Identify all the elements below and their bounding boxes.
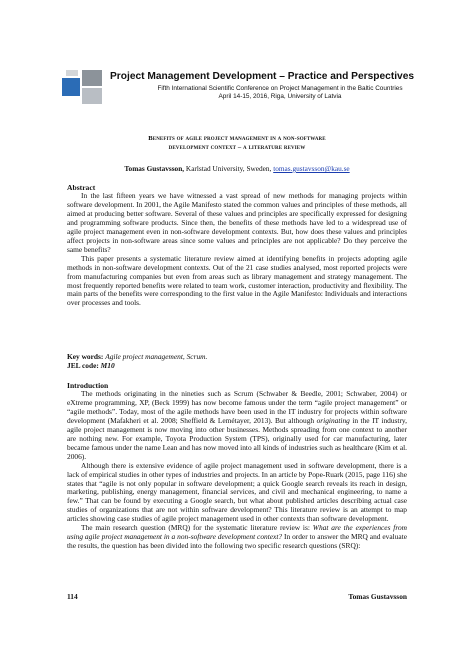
keywords-line	[67, 352, 207, 361]
intro-paragraph: Although there is extensive evidence of agile project management used in software development, there is a lack of empirical studies in other types of industries and projects. In an article by Pope-Ruark (2015, page 116) she states that “agile is not only popular in software development; a quick Google search reveals its reach in design, marketing, publishing, energy management, financial services, and civil and mechanical engineering, to name a few.” That can be found by executing a Google search, but what about published articles describing actual case studies of organizations that are not within software development? This literature review is an attempt to map articles showing case studies of agile project management used in other contexts than software development.	[67, 460, 407, 524]
author-email-link[interactable]: tomas.gustavsson@kau.se	[273, 164, 350, 173]
intro-text: The methods originating in the nineties such as Scrum (Schwaber & Beedle, 2001; Schwaber, 2004) or eXtreme programming, XP, (Beck 1999) has now become famous under the term “agile project management” or “agile methods”. Today, most of the agile methods have been used in the IT industry for projects within software development (Mafakheri et al. 2008; Sheffield & Lemétayer, 2013). But although	[67, 389, 407, 425]
intro-paragraph	[67, 524, 407, 551]
intro-text: in the IT industry, agile project management is now moving into other businesses. Methods spreading from one context to another are nothing new. For example, Toyota Production System (TPS), originally used for car manufacturing, later became famous under the name Lean and has now moved into all kinds of industries such as healthcare (Kim et al. 2006).	[67, 415, 407, 461]
journal-title: Project Management Development – Practice and Perspectives	[110, 71, 415, 82]
intro-text: The main research question (MRQ) for the systematic literature review is:	[81, 523, 313, 533]
footer-author: Tomas Gustavsson	[348, 592, 407, 601]
conference-name: Fifth International Scientific Conference on Project Management in the Baltic Countries	[157, 85, 403, 92]
abstract-section	[67, 183, 407, 308]
intro-emphasis: originating	[316, 415, 350, 425]
author-affiliation: Karlstad University, Sweden,	[184, 164, 274, 173]
logo-square-gray-1	[82, 70, 102, 86]
abstract-heading: Abstract	[67, 183, 96, 192]
keywords-block	[67, 352, 207, 370]
author-line	[40, 164, 434, 173]
paper-title-line-1: Benefits of agile project management in a non-software	[148, 135, 326, 142]
jel-label: JEL code:	[67, 361, 101, 370]
keywords-value: Agile project management, Scrum.	[105, 352, 208, 361]
logo-square-blue	[62, 78, 80, 96]
jel-value: M10	[100, 361, 115, 370]
abstract-paragraph: This paper presents a systematic literature review aimed at identifying benefits in projects adopting agile methods in non-software development contexts. Out of the 21 case studies analysed, most reported projects were from manufacturing companies but even from areas such as library management and strategy management. The most frequently reported benefits were related to team work, customer interaction, productivity and flexibility. The main parts of the benefits were corresponding to the first value in the Agile Manifesto: Individuals and interactions over processes and tools.	[67, 253, 407, 308]
paper-title-line-2: development context – a literature review	[168, 144, 306, 151]
intro-text: In order to answer the MRQ and evaluate the results, the question has been divided into the following two specific research questions (SRQ):	[67, 532, 407, 551]
introduction-heading: Introduction	[67, 381, 109, 390]
introduction-section	[67, 381, 407, 551]
conference-logo	[62, 70, 102, 104]
logo-square-gray-3	[66, 70, 78, 76]
conference-header	[110, 70, 450, 102]
research-question: What are the experiences from using agile project management in a non-software development context?	[67, 523, 407, 542]
paper-title	[80, 134, 394, 152]
abstract-paragraph: In the last fifteen years we have witnessed a vast spread of new methods for managing projects within software development. In 2001, the Agile Manifesto stated the common values and principles of these methods, all aimed at producing better software. Several of these values and principles are specifically expressed for designing and programming software products. Since then, the benefits of these methods have led to a widespread use of agile project management even in non-software development contexts. But, how does these values and principles affect projects in non-software areas since some values and principles are not applicable? Do they perceive the same benefits?	[67, 191, 407, 254]
jel-line	[67, 361, 207, 370]
conference-date-place: April 14-15, 2016, Riga, University of Latvia	[218, 93, 342, 101]
page-number: 114	[67, 592, 78, 601]
logo-square-gray-2	[82, 88, 102, 104]
author-name: Tomas Gustavsson,	[124, 164, 185, 173]
intro-paragraph	[67, 390, 407, 462]
keywords-label: Key words:	[67, 352, 106, 361]
